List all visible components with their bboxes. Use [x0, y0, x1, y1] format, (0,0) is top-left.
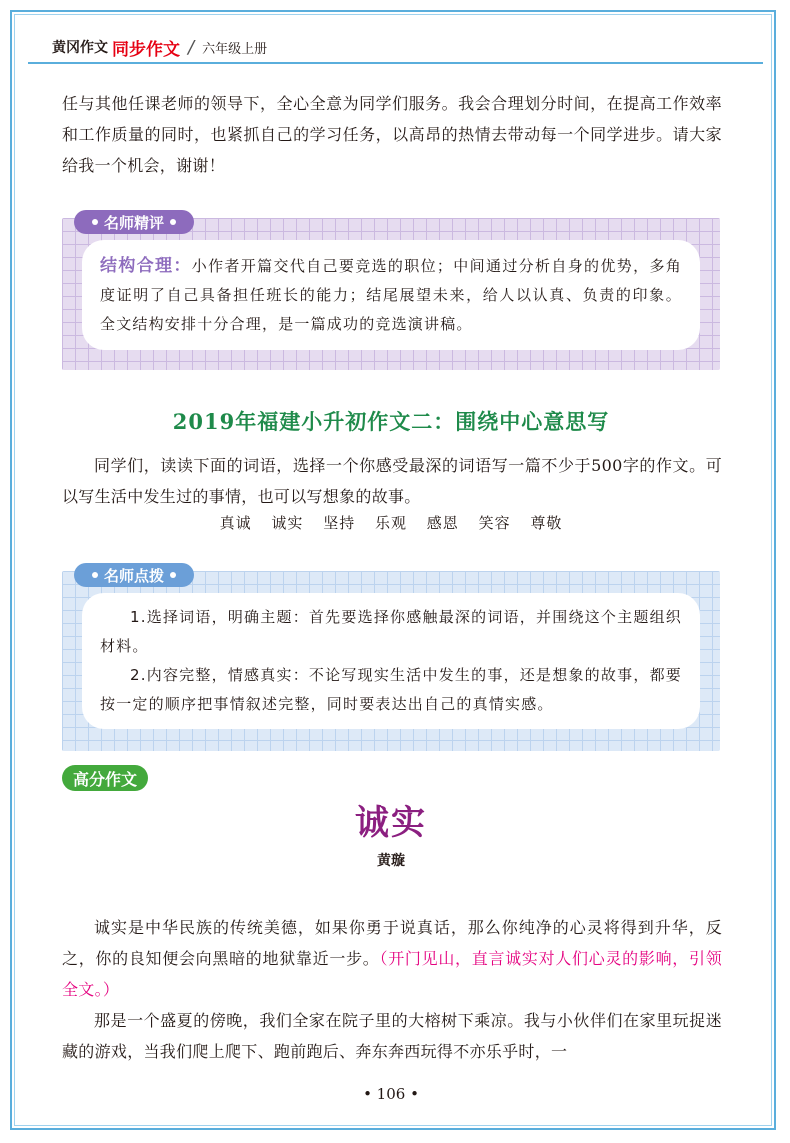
tag-dot-icon	[92, 219, 98, 225]
word-item: 尊敬	[530, 514, 563, 532]
word-item: 笑容	[478, 514, 511, 532]
comment-text: 小作者开篇交代自己要竞选的职位；中间通过分析自身的优势，多角度证明了自己具备担任班长的能力；结尾展望未来，给人以认真、负责的印象。全文结构安排十分合理，是一篇成功的竞选演讲稿。	[100, 257, 682, 333]
word-list	[62, 512, 720, 533]
word-item: 真诚	[219, 514, 252, 532]
comment-card	[82, 240, 700, 350]
header-divider	[28, 62, 763, 64]
comment-tag-label: 名师精评	[104, 213, 165, 232]
word-item: 感恩	[426, 514, 459, 532]
tips-card	[82, 593, 700, 729]
word-item: 乐观	[374, 514, 407, 532]
comment-body	[100, 252, 682, 339]
tips-tag	[74, 563, 194, 587]
page-number: • 106 •	[363, 1085, 419, 1103]
tips-point-2: 2.内容完整，情感真实：不论写现实生活中发生的事，还是想象的故事，都要按一定的顺序把事情叙述完整，同时要表达出自己的真情实感。	[100, 666, 682, 713]
prompt-text: 同学们，读读下面的词语，选择一个你感受最深的词语写一篇不少于500字的作文。可以写生活中发生过的事情，也可以写想象的故事。	[62, 456, 722, 506]
tag-dot-icon	[92, 572, 98, 578]
essay-para1-note: （开门见山，直言诚实对人们心灵的影响，引领全文。）	[62, 949, 722, 999]
comment-tag	[74, 210, 194, 234]
header-series: 同步作文	[112, 39, 180, 60]
tag-dot-icon	[170, 572, 176, 578]
intro-paragraph	[62, 88, 722, 181]
comment-box	[62, 213, 720, 370]
comment-lead: 结构合理：	[100, 256, 192, 276]
high-score-tag: 高分作文	[62, 765, 148, 791]
tips-point-1: 1.选择词语，明确主题：首先要选择你感触最深的词语，并围绕这个主题组织材料。	[100, 608, 682, 655]
word-item: 诚实	[271, 514, 304, 532]
essay-body	[62, 912, 722, 1067]
essay-author: 黄璇	[377, 853, 405, 869]
prompt-paragraph	[62, 450, 722, 512]
essay-title: 诚实	[355, 803, 427, 843]
section-title: 2019年福建小升初作文二：围绕中心意思写	[172, 409, 610, 434]
running-header	[52, 36, 267, 58]
essay-paragraph-2: 那是一个盛夏的傍晚，我们全家在院子里的大榕树下乘凉。我与小伙伴们在家里玩捉迷藏的游戏，当我们爬上爬下、跑前跑后、奔东奔西玩得不亦乐乎时，一	[62, 1011, 722, 1061]
essay-para1-text: 诚实是中华民族的传统美德，如果你勇于说真话，那么你纯净的心灵将得到升华，反之，你的良知便会向黑暗的地狱靠近一步。	[62, 918, 722, 968]
tips-body	[100, 603, 682, 719]
header-slash: /	[188, 36, 195, 58]
intro-text: 任与其他任课老师的领导下，全心全意为同学们服务。我会合理划分时间，在提高工作效率和工作质量的同时，也紧抓自己的学习任务，以高昂的热情去带动每一个同学进步。请大家给我一个机会，谢谢！	[62, 94, 722, 175]
header-grade: 六年级上册	[202, 41, 268, 57]
tips-box	[62, 566, 720, 751]
tag-dot-icon	[170, 219, 176, 225]
tips-tag-label: 名师点拨	[104, 566, 165, 585]
word-item: 坚持	[323, 514, 356, 532]
header-brand: 黄冈作文	[52, 40, 108, 56]
essay-paragraph-1	[62, 912, 722, 1005]
